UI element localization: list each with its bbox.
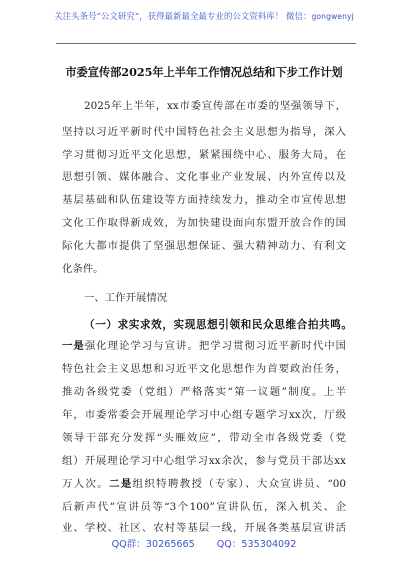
- document-title: 市委宣传部2025年上半年工作情况总结和下步工作计划: [65, 65, 343, 79]
- body-line-9: 业、学校、社区、农村等基层一线，开展各类基层宣讲活: [62, 522, 346, 534]
- body-line-3: 推动各级党委（党组）严格落实“第一议题”制度。上半: [62, 386, 346, 398]
- intro-line-2: 坚持以习近平新时代中国特色社会主义思想为指导，深入: [62, 126, 346, 138]
- header-banner: [0, 10, 408, 22]
- intro-line-5: 基层基础和队伍建设等方面持续发力，推动全市宣传思想: [62, 194, 346, 206]
- intro-line-8: 化条件。: [62, 263, 104, 275]
- intro-line-4: 思想引领、媒体融合、文化事业产业发展、内外宣传以及: [62, 171, 346, 183]
- header-banner-text: 关注头条号“公文研究”，获得最新最全最专业的公文资料库！ 微信：: [54, 11, 312, 21]
- body-line-1: 一是强化理论学习与宣讲。把学习贯彻习近平新时代中国: [62, 340, 347, 352]
- body-line-5: 领导干部充分发挥“头雁效应”，带动全市各级党委（党: [62, 432, 346, 444]
- header-divider: [56, 43, 356, 44]
- intro-line-6: 文化工作取得新成效，为加快建设面向东盟开放合作的国: [62, 217, 346, 229]
- intro-line-1: 2025年上半年，xx市委宣传部在市委的坚强领导下，: [84, 100, 346, 112]
- subsection-heading: （一）求实求效，实现思想引领和民众思维合拍共鸣。: [84, 319, 352, 331]
- section-heading: 一、工作开展情况: [84, 292, 168, 304]
- body-line-7: 万人次。二是组织特聘教授（专家）、大众宣讲员、“00: [62, 478, 347, 490]
- footer-qq: QQ：535304092: [216, 539, 297, 550]
- body-line-4: 年，市委常委会开展理论学习中心组专题学习xx次，厅级: [62, 409, 346, 421]
- intro-line-3: 学习贯彻习近平文化思想，紧紧围绕中心、服务大局，在: [62, 149, 346, 161]
- body-lead-second: 二是: [109, 478, 133, 490]
- footer-contact: [0, 536, 408, 550]
- body-line-6: 组）开展理论学习中心组学习xx余次，参与党员干部达xx: [62, 455, 346, 467]
- body-line-2: 特色社会主义思想和习近平文化思想作为首要政治任务，: [62, 363, 346, 375]
- intro-line-7: 际化大都市提供了坚强思想保证、强大精神动力、有利文: [62, 240, 346, 252]
- footer-qq-group: QQ群：30265665: [111, 539, 195, 550]
- body-line-8: 后新声代”宣讲员等“3个100”宣讲队伍，深入机关、企: [62, 501, 346, 513]
- header-wechat-id: gongwenyj: [311, 12, 354, 21]
- body-lead-first: 一是: [62, 340, 85, 352]
